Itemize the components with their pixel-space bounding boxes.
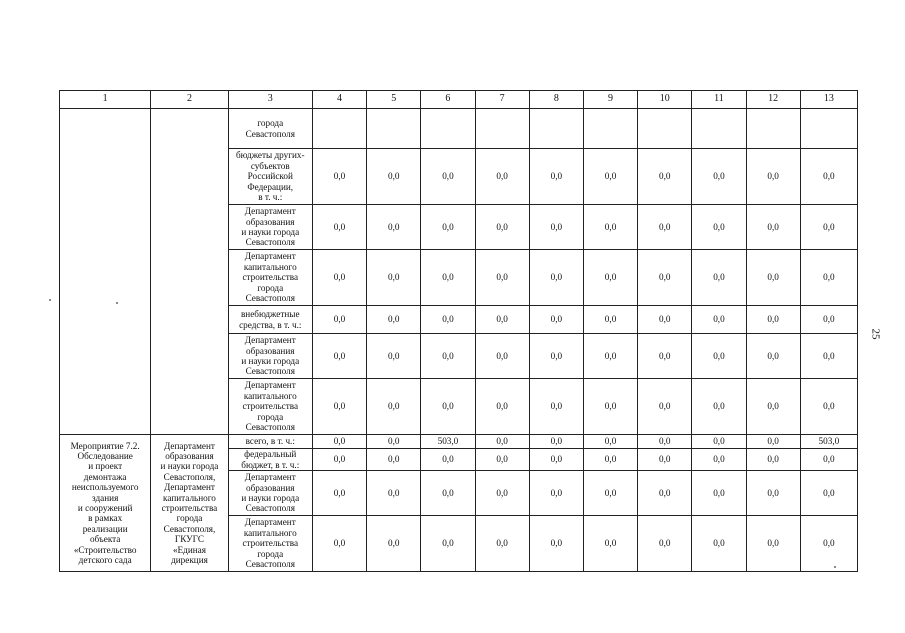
value-cell: 0,0 [312,471,366,516]
value-cell: 0,0 [583,250,637,306]
value-cell: 0,0 [421,250,475,306]
scan-speck [49,299,51,301]
value-cell: 0,0 [475,334,529,379]
value-cell: 0,0 [475,306,529,334]
value-cell: 0,0 [583,205,637,250]
funding-source-cell: Департамент капитального строительства города Севастополя [228,516,312,572]
scan-speck [834,566,836,568]
value-cell: 0,0 [421,205,475,250]
header-cell-6: 6 [421,91,475,109]
value-cell: 0,0 [529,435,583,449]
value-cell: 0,0 [692,334,746,379]
value-cell: 0,0 [312,379,366,435]
header-cell-8: 8 [529,91,583,109]
value-cell: 0,0 [638,306,692,334]
funding-source-cell: бюджеты других- субъектов Российской Федерации, в т. ч.: [228,149,312,205]
funding-source-cell: Департамент образования и науки города Севастополя [228,205,312,250]
value-cell: 0,0 [692,471,746,516]
header-cell-2: 2 [151,91,228,109]
value-cell: 0,0 [746,334,800,379]
header-cell-13: 13 [800,91,857,109]
header-cell-9: 9 [583,91,637,109]
value-cell: 0,0 [692,449,746,471]
funding-source-cell: всего, в т. ч.: [228,435,312,449]
value-cell: 0,0 [746,149,800,205]
value-cell: 503,0 [421,435,475,449]
value-cell: 0,0 [312,149,366,205]
value-cell [312,109,366,149]
header-cell-3: 3 [228,91,312,109]
value-cell: 0,0 [529,449,583,471]
value-cell: 0,0 [475,449,529,471]
value-cell: 0,0 [638,250,692,306]
value-cell: 0,0 [800,149,857,205]
value-cell: 0,0 [367,334,421,379]
value-cell: 0,0 [692,379,746,435]
value-cell: 0,0 [583,471,637,516]
value-cell: 0,0 [746,471,800,516]
value-cell: 0,0 [746,449,800,471]
value-cell: 0,0 [638,334,692,379]
value-cell: 0,0 [692,435,746,449]
value-cell: 0,0 [475,205,529,250]
value-cell: 0,0 [421,306,475,334]
budget-table [59,90,858,572]
value-cell: 0,0 [475,149,529,205]
value-cell: 0,0 [475,471,529,516]
value-cell: 0,0 [529,149,583,205]
value-cell: 0,0 [638,449,692,471]
value-cell [692,109,746,149]
value-cell: 0,0 [583,516,637,572]
value-cell: 0,0 [692,149,746,205]
value-cell: 0,0 [692,516,746,572]
value-cell: 0,0 [692,205,746,250]
value-cell [529,109,583,149]
value-cell: 0,0 [367,205,421,250]
value-cell: 0,0 [800,449,857,471]
value-cell: 0,0 [800,306,857,334]
funding-source-cell: внебюджетные средства, в т. ч.: [228,306,312,334]
funding-source-cell: Департамент образования и науки города Севастополя [228,334,312,379]
value-cell: 0,0 [746,250,800,306]
value-cell [746,109,800,149]
funding-source-cell: федеральный бюджет, в т. ч.: [228,449,312,471]
value-cell [367,109,421,149]
funding-source-cell: Департамент капитального строительства города Севастополя [228,379,312,435]
value-cell: 0,0 [312,449,366,471]
value-cell: 0,0 [367,379,421,435]
value-cell: 0,0 [367,449,421,471]
value-cell: 0,0 [583,379,637,435]
value-cell: 0,0 [800,250,857,306]
value-cell: 0,0 [367,435,421,449]
value-cell: 0,0 [800,516,857,572]
value-cell: 0,0 [367,516,421,572]
value-cell: 0,0 [421,379,475,435]
value-cell: 0,0 [421,471,475,516]
executor-cell: Департамент образования и науки города Севастополя, Департамент капитального строительства города Севастополя, ГКУГС «Единая дирекция [151,435,228,572]
value-cell: 0,0 [421,334,475,379]
value-cell: 0,0 [312,306,366,334]
value-cell: 0,0 [638,435,692,449]
value-cell: 0,0 [746,205,800,250]
value-cell: 0,0 [367,250,421,306]
value-cell: 0,0 [421,449,475,471]
value-cell: 0,0 [800,205,857,250]
value-cell: 0,0 [529,205,583,250]
value-cell: 0,0 [800,379,857,435]
value-cell: 503,0 [800,435,857,449]
value-cell: 0,0 [583,149,637,205]
value-cell: 0,0 [638,205,692,250]
header-cell-1: 1 [60,91,151,109]
value-cell: 0,0 [529,379,583,435]
value-cell: 0,0 [583,334,637,379]
value-cell: 0,0 [312,435,366,449]
value-cell [638,109,692,149]
header-row [60,91,858,109]
value-cell: 0,0 [692,306,746,334]
measure-description-cell: Мероприятие 7.2. Обследование и проект демонтажа неиспользуемого здания и сооружений в рамках реализации объекта «Строительство детского сада [60,435,151,572]
value-cell: 0,0 [583,306,637,334]
value-cell: 0,0 [312,205,366,250]
table-row [60,435,858,449]
value-cell: 0,0 [367,149,421,205]
value-cell: 0,0 [638,471,692,516]
page-number: 25 [869,328,882,340]
header-cell-12: 12 [746,91,800,109]
value-cell: 0,0 [583,435,637,449]
header-cell-5: 5 [367,91,421,109]
executor-cell-empty [151,109,228,435]
value-cell: 0,0 [529,516,583,572]
value-cell: 0,0 [421,149,475,205]
value-cell [800,109,857,149]
value-cell: 0,0 [529,306,583,334]
value-cell [421,109,475,149]
value-cell: 0,0 [638,516,692,572]
value-cell: 0,0 [312,250,366,306]
value-cell: 0,0 [746,379,800,435]
value-cell: 0,0 [583,449,637,471]
value-cell: 0,0 [692,250,746,306]
scan-speck [116,302,118,304]
value-cell: 0,0 [312,334,366,379]
funding-source-cell: Департамент образования и науки города Севастополя [228,471,312,516]
header-cell-4: 4 [312,91,366,109]
value-cell [475,109,529,149]
value-cell: 0,0 [312,516,366,572]
value-cell: 0,0 [529,334,583,379]
value-cell: 0,0 [800,471,857,516]
value-cell: 0,0 [746,435,800,449]
funding-source-cell: Департамент капитального строительства города Севастополя [228,250,312,306]
value-cell: 0,0 [638,379,692,435]
header-cell-10: 10 [638,91,692,109]
value-cell: 0,0 [529,471,583,516]
header-cell-11: 11 [692,91,746,109]
measure-cell-empty [60,109,151,435]
value-cell: 0,0 [367,471,421,516]
value-cell: 0,0 [746,516,800,572]
value-cell: 0,0 [475,516,529,572]
value-cell: 0,0 [475,435,529,449]
funding-source-cell: города Севастополя [228,109,312,149]
value-cell: 0,0 [529,250,583,306]
value-cell: 0,0 [800,334,857,379]
value-cell: 0,0 [638,149,692,205]
value-cell: 0,0 [421,516,475,572]
header-cell-7: 7 [475,91,529,109]
value-cell: 0,0 [367,306,421,334]
value-cell: 0,0 [475,379,529,435]
value-cell: 0,0 [475,250,529,306]
value-cell [583,109,637,149]
value-cell: 0,0 [746,306,800,334]
table-row [60,109,858,149]
